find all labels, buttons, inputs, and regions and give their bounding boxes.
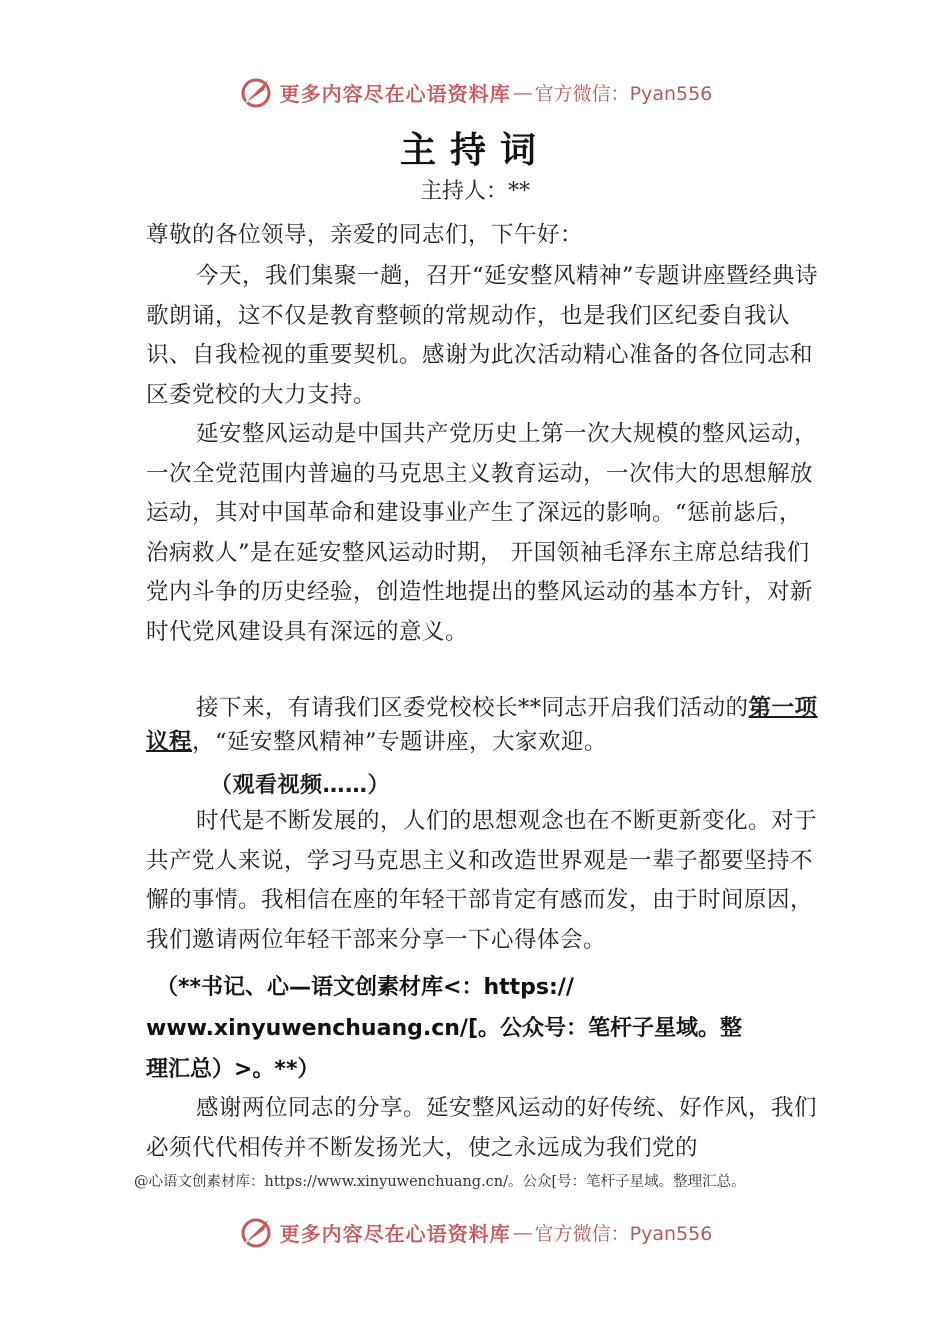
note-line-1: （**书记、心—语文创素材库<：https:// (156, 975, 574, 1000)
banner-main-text: 更多内容尽在心语资料库 (279, 1221, 511, 1246)
banner-wechat-text: 官方微信：Pyan556 (534, 82, 713, 105)
video-note: （观看视频……） (210, 773, 391, 798)
footer-note: @心语文创素材库：https://www.xinyuwenchuang.cn/。公众[号：笔杆子星域。整理汇总。 (134, 1174, 746, 1190)
banner-separator: — (512, 80, 533, 104)
paragraph-4: 时代是不断发展的，人们的思想观念也在不断更新变化。对于共产党人来说，学习马克思主义和改造世界观是一辈子都要坚持不懈的事情。我相信在座的年轻干部肯定有感而发，由于时间原因，我们邀请两位年轻干部来分享一下心得体会。 (146, 808, 818, 953)
paragraph-2: 延安整风运动是中国共产党历史上第一次大规模的整风运动，一次全党范围内普遍的马克思主义教育运动，一次伟大的思想解放运动，其对中国革命和建设事业产生了深远的影响。“惩前毖后，治病救人”是在延安整风运动时期， 开国领袖毛泽东主席总结我们党内斗争的历史经验，创造性地提出的整风运动的基本方针，对新时代党风建设具有深远的意义。 (146, 421, 818, 645)
banner-main-text: 更多内容尽在心语资料库 (279, 81, 511, 106)
page-title: 主持词 (399, 129, 550, 171)
host-line: 主持人：** (419, 179, 530, 204)
paragraph-3-text-a: 接下来，有请我们区委党校校长**同志开启我们活动的 (196, 695, 749, 721)
paragraph-1: 今天，我们集聚一趟，召开“延安整风精神”专题讲座暨经典诗歌朗诵，这不仅是教育整顿的常规动作，也是我们区纪委自我认识、自我检视的重要契机。感谢为此次活动精心准备的各位同志和区委党校的大力支持。 (146, 263, 819, 408)
paragraph-3 (146, 691, 822, 759)
paragraph-5: 感谢两位同志的分享。延安整风运动的好传统、好作风，我们必须代代相传并不断发扬光大，使之永远成为我们党的 (146, 1095, 818, 1161)
banner-wechat-text: 官方微信：Pyan556 (534, 1222, 713, 1245)
quill-seal-icon (238, 74, 274, 110)
note-line-2: www.xinyuwenchuang.cn/[。公众号：笔杆子星域。整 (146, 1016, 742, 1041)
paragraph-3-text-b: ，“延安整风精神”专题讲座，大家欢迎。 (192, 729, 608, 755)
agenda-item-label: 第一项议程 (146, 695, 818, 755)
greeting: 尊敬的各位领导，亲爱的同志们，下午好： (146, 222, 584, 248)
note-line-3: 理汇总）>。**） (146, 1057, 320, 1082)
footer-banner (0, 1208, 950, 1256)
quill-seal-icon (238, 1214, 274, 1250)
header-banner (0, 68, 950, 116)
banner-separator: — (512, 1220, 533, 1244)
